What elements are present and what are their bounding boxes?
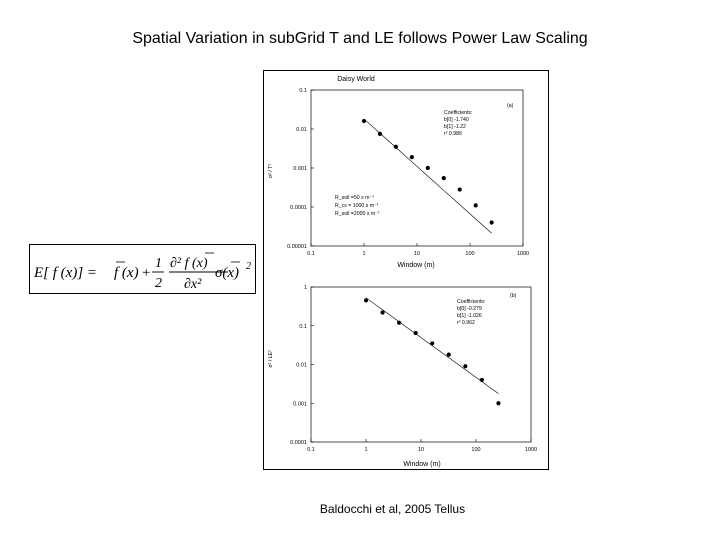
panel-a [268, 76, 529, 269]
x-tick-label: 0.1 [307, 447, 315, 453]
data-point [474, 203, 478, 207]
eq-sup2: 2 [246, 261, 251, 272]
data-point [380, 310, 384, 314]
x-tick-label: 1000 [524, 447, 538, 453]
y-tick-label: 0.001 [293, 401, 307, 408]
y-tick-label: 0.0001 [290, 205, 307, 211]
eq-sigma: σ(x) [215, 265, 240, 281]
panel-a-coef-heading: Coefficients: [444, 110, 473, 116]
panel-b-coef-line: b[0] -0.279 [457, 306, 482, 312]
panel-b-xlabel: Window (m) [403, 461, 441, 468]
data-point [447, 353, 451, 357]
data-point [410, 155, 414, 159]
x-tick-label: 1 [362, 251, 366, 257]
panel-a-xlabel: Window (m) [397, 262, 435, 269]
page-title: Spatial Variation in subGrid T and LE follows Power Law Scaling [132, 30, 588, 47]
eq-numerator: 1 [155, 256, 162, 271]
panel-a-annotation-line: R_soil =50 s m⁻¹ [335, 195, 374, 201]
data-point [362, 119, 366, 123]
y-tick-label: 0.1 [299, 323, 307, 330]
panel-a-coef-line: b[0] -1.740 [444, 117, 469, 123]
y-tick-label: 0.0001 [290, 440, 307, 446]
eq-partial-num: ∂² f (x) [170, 256, 208, 271]
data-point [397, 321, 401, 325]
eq-term1: f (x) [114, 265, 139, 281]
panel-b-coef-heading: Coefficients: [457, 299, 486, 305]
y-tick-label: 0.001 [293, 166, 307, 172]
data-point [426, 166, 430, 170]
panel-b-ylabel: σ² / LE² [268, 350, 274, 368]
panel-b-label: (b) [510, 293, 517, 299]
y-tick-label: 0.00001 [287, 244, 307, 250]
eq-lhs: E[ f (x)] = [34, 265, 98, 281]
panel-a-ylabel: σ² / T² [268, 163, 274, 179]
data-point [480, 378, 484, 382]
eq-denominator: 2 [155, 276, 162, 291]
citation: Baldocchi et al, 2005 Tellus [319, 502, 466, 516]
taylor-expansion-equation [29, 244, 256, 294]
data-point [442, 176, 446, 180]
panel-a-coef-line: b[1] -1.22 [444, 124, 466, 130]
y-tick-label: 0.01 [296, 362, 307, 369]
panel-a-annotation-line: R_soil =2000 s m⁻¹ [335, 211, 380, 217]
panel-b [268, 285, 537, 468]
x-tick-label: 100 [471, 447, 481, 453]
data-point [496, 401, 500, 405]
panel-b-frame [311, 287, 531, 442]
eq-partial-den: ∂x² [184, 277, 202, 292]
x-tick-label: 1 [364, 447, 368, 453]
panel-a-annotation-line: R_cs = 1000 s m⁻¹ [335, 203, 379, 209]
panel-a-label: (a) [507, 103, 514, 109]
regression-line [364, 119, 492, 233]
equation-svg [30, 245, 255, 293]
data-point [364, 298, 368, 302]
x-tick-label: 1000 [516, 251, 530, 257]
data-point [414, 331, 418, 335]
power-law-figure [263, 70, 549, 470]
data-point [490, 220, 494, 224]
x-tick-label: 10 [417, 447, 425, 453]
panel-a-title: Daisy World [337, 76, 375, 83]
power-law-svg [264, 71, 548, 469]
data-point [378, 132, 382, 136]
data-point [458, 187, 462, 191]
panel-b-coef-line: b[1] -1.026 [457, 313, 482, 319]
x-tick-label: 100 [465, 251, 475, 257]
y-tick-label: 1 [303, 285, 307, 291]
data-point [463, 364, 467, 368]
data-point [394, 145, 398, 149]
y-tick-label: 0.1 [299, 88, 307, 94]
data-point [430, 341, 434, 345]
x-tick-label: 0.1 [307, 251, 315, 257]
panel-b-coef-line: r² 0.962 [457, 320, 475, 326]
panel-a-coef-line: r² 0.986 [444, 131, 462, 137]
eq-plus: + [141, 265, 152, 281]
y-tick-label: 0.01 [296, 127, 307, 133]
x-tick-label: 10 [413, 251, 421, 257]
